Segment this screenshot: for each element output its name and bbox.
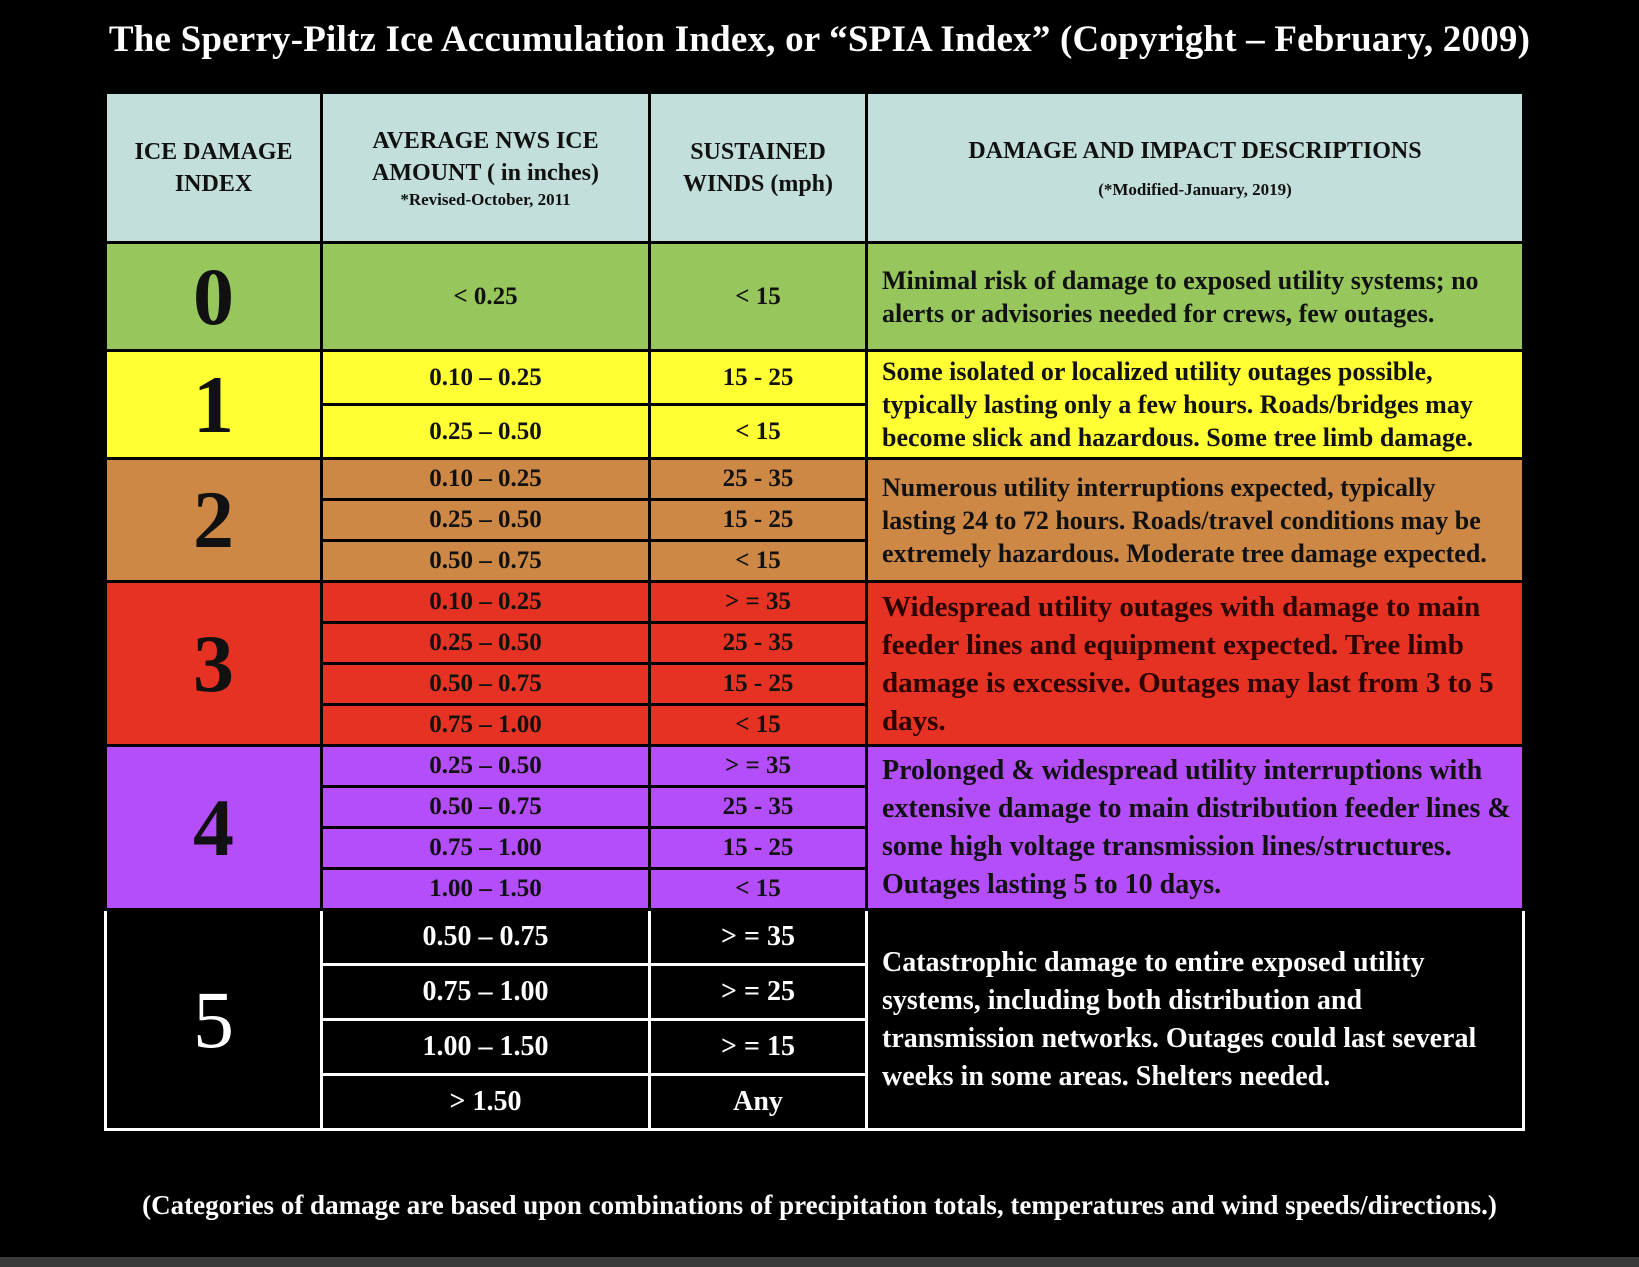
- ice-amount-cell: 0.25 – 0.50: [322, 405, 650, 459]
- ice-amount-cell: 0.10 – 0.25: [322, 459, 650, 500]
- sustained-winds-cell: > = 35: [650, 582, 867, 623]
- header-sustained-winds: [650, 93, 867, 243]
- sustained-winds-cell: < 15: [650, 243, 867, 351]
- header-col1-label: ICE DAMAGE INDEX: [134, 138, 293, 197]
- sustained-winds-cell: 15 - 25: [650, 828, 867, 869]
- ice-amount-cell: 0.10 – 0.25: [322, 351, 650, 405]
- sustained-winds-cell: 15 - 25: [650, 664, 867, 705]
- sustained-winds-cell: Any: [650, 1075, 867, 1130]
- sustained-winds-cell: > = 35: [650, 910, 867, 965]
- ice-amount-cell: < 0.25: [322, 243, 650, 351]
- table-row: [106, 910, 1524, 965]
- ice-amount-cell: 0.75 – 1.00: [322, 828, 650, 869]
- ice-amount-cell: 0.50 – 0.75: [322, 787, 650, 828]
- damage-description: Some isolated or localized utility outages possible, typically lasting only a few hours. Roads/bridges may become slick and hazardous. Some tree limb damage.: [867, 351, 1524, 459]
- table-row: [106, 582, 1524, 623]
- spia-index-table: [104, 91, 1525, 1131]
- damage-description: Numerous utility interruptions expected, typically lasting 24 to 72 hours. Roads/travel conditions may be extremely hazardous. Moderate tree damage expected.: [867, 459, 1524, 582]
- page-title: The Sperry-Piltz Ice Accumulation Index, or “SPIA Index” (Copyright – February, 2009): [108, 19, 1531, 60]
- ice-amount-cell: 0.10 – 0.25: [322, 582, 650, 623]
- header-ice-damage-index: [106, 93, 322, 243]
- sustained-winds-cell: 25 - 35: [650, 623, 867, 664]
- header-ice-amount: [322, 93, 650, 243]
- ice-damage-index-value: 4: [106, 746, 322, 910]
- header-col2-note: *Revised-October, 2011: [400, 189, 571, 209]
- sustained-winds-cell: 15 - 25: [650, 500, 867, 541]
- sustained-winds-cell: < 15: [650, 541, 867, 582]
- table-row: [106, 243, 1524, 351]
- sustained-winds-cell: > = 35: [650, 746, 867, 787]
- table-body: [106, 243, 1524, 1130]
- ice-amount-cell: 1.00 – 1.50: [322, 869, 650, 910]
- damage-description: Catastrophic damage to entire exposed utility systems, including both distribution and transmission networks. Outages could last several weeks in some areas. Shelters needed.: [867, 910, 1524, 1130]
- ice-amount-cell: 0.75 – 1.00: [322, 705, 650, 746]
- sustained-winds-cell: < 15: [650, 705, 867, 746]
- footnote: (Categories of damage are based upon combinations of precipitation totals, temperatures and wind speeds/directions.): [142, 1190, 1497, 1220]
- ice-amount-cell: 0.25 – 0.50: [322, 500, 650, 541]
- sustained-winds-cell: < 15: [650, 405, 867, 459]
- damage-description: Widespread utility outages with damage to main feeder lines and equipment expected. Tree limb damage is excessive. Outages may last from 3 to 5 days.: [867, 582, 1524, 746]
- bottom-strip: [0, 1257, 1639, 1267]
- sustained-winds-cell: 25 - 35: [650, 787, 867, 828]
- ice-damage-index-value: 5: [106, 910, 322, 1130]
- ice-amount-cell: 0.50 – 0.75: [322, 910, 650, 965]
- table-row: [106, 351, 1524, 405]
- sustained-winds-cell: < 15: [650, 869, 867, 910]
- ice-amount-cell: 1.00 – 1.50: [322, 1020, 650, 1075]
- sustained-winds-cell: > = 15: [650, 1020, 867, 1075]
- ice-damage-index-value: 0: [106, 243, 322, 351]
- header-col3-label: SUSTAINED WINDS (mph): [682, 138, 834, 197]
- ice-amount-cell: 0.50 – 0.75: [322, 541, 650, 582]
- ice-damage-index-value: 1: [106, 351, 322, 459]
- header-damage-descriptions: [867, 93, 1524, 243]
- sustained-winds-cell: 25 - 35: [650, 459, 867, 500]
- header-col2-label: AVERAGE NWS ICE AMOUNT ( in inches): [372, 127, 599, 186]
- ice-amount-cell: > 1.50: [322, 1075, 650, 1130]
- damage-description: Minimal risk of damage to exposed utility systems; no alerts or advisories needed for crews, few outages.: [867, 243, 1524, 351]
- sustained-winds-cell: 15 - 25: [650, 351, 867, 405]
- damage-description: Prolonged & widespread utility interruptions with extensive damage to main distribution feeder lines & some high voltage transmission lines/structures. Outages lasting 5 to 10 days.: [867, 746, 1524, 910]
- ice-amount-cell: 0.50 – 0.75: [322, 664, 650, 705]
- ice-amount-cell: 0.75 – 1.00: [322, 965, 650, 1020]
- ice-amount-cell: 0.25 – 0.50: [322, 623, 650, 664]
- ice-damage-index-value: 2: [106, 459, 322, 582]
- table-row: [106, 746, 1524, 787]
- table-row: [106, 459, 1524, 500]
- ice-amount-cell: 0.25 – 0.50: [322, 746, 650, 787]
- sustained-winds-cell: > = 25: [650, 965, 867, 1020]
- ice-damage-index-value: 3: [106, 582, 322, 746]
- header-col4-note: (*Modified-January, 2019): [1098, 179, 1292, 199]
- header-col4-label: DAMAGE AND IMPACT DESCRIPTIONS: [968, 137, 1422, 164]
